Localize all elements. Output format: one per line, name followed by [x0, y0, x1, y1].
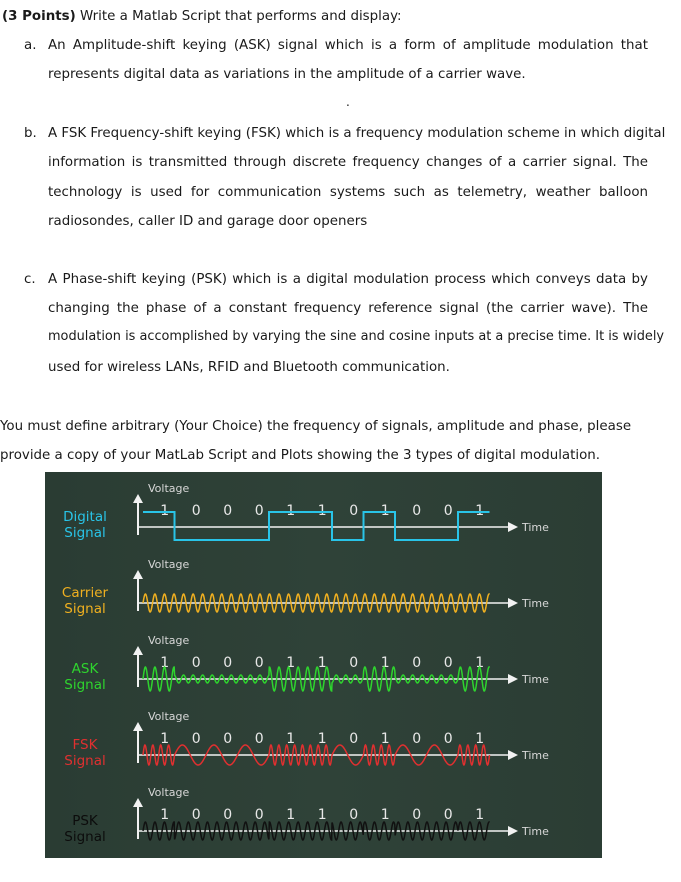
item-b-marker: b.: [24, 126, 37, 141]
points-label: (3 Points): [2, 9, 76, 24]
x-axis-arrow-digital: [508, 522, 518, 532]
signal-label-carrier-1: Carrier: [61, 585, 109, 601]
bit-label-ask-9: 0: [443, 655, 453, 671]
bit-label-psk-10: 1: [475, 807, 485, 823]
instructions-line-2: provide a copy of your MatLab Script and Plots showing the 3 types of digital modulation.: [0, 448, 601, 463]
item-a-marker: a.: [24, 38, 37, 53]
y-axis-arrow-ask: [133, 646, 143, 655]
bit-label-psk-6: 0: [349, 807, 359, 823]
modulation-figure: [45, 472, 602, 858]
bit-label-digital-5: 1: [317, 503, 327, 519]
bit-label-ask-4: 1: [286, 655, 296, 671]
bit-label-psk-2: 0: [223, 807, 233, 823]
bit-label-digital-1: 0: [191, 503, 201, 519]
time-label-carrier: Time: [522, 597, 549, 610]
item-c-line-2: changing the phase of a constant frequency reference signal (the carrier wave). The: [48, 301, 648, 316]
x-axis-arrow-carrier: [508, 598, 518, 608]
bit-label-ask-3: 0: [254, 655, 264, 671]
bit-label-ask-2: 0: [223, 655, 233, 671]
y-axis-arrow-carrier: [133, 570, 143, 579]
bit-label-digital-2: 0: [223, 503, 233, 519]
time-label-fsk: Time: [522, 749, 549, 762]
bit-label-ask-10: 1: [475, 655, 485, 671]
y-axis-arrow-digital: [133, 494, 143, 503]
bit-label-ask-6: 0: [349, 655, 359, 671]
bit-label-fsk-2: 0: [223, 731, 233, 747]
bit-label-psk-3: 0: [254, 807, 264, 823]
item-b-line-3: technology is used for communication systems such as telemetry, weather balloon: [48, 185, 648, 200]
item-a-line-1: An Amplitude-shift keying (ASK) signal which is a form of amplitude modulation that: [48, 38, 648, 53]
x-axis-arrow-psk: [508, 826, 518, 836]
voltage-label-psk: Voltage: [148, 786, 190, 799]
voltage-label-carrier: Voltage: [148, 558, 190, 571]
bit-label-digital-8: 0: [412, 503, 422, 519]
bit-label-ask-0: 1: [160, 655, 170, 671]
bit-label-fsk-7: 1: [380, 731, 390, 747]
bit-label-digital-10: 1: [475, 503, 485, 519]
bit-label-fsk-9: 0: [443, 731, 453, 747]
voltage-label-ask: Voltage: [148, 634, 190, 647]
bit-label-digital-0: 1: [160, 503, 170, 519]
signal-label-fsk-2: Signal: [64, 753, 106, 769]
signal-label-digital-2: Signal: [64, 525, 106, 541]
bit-label-psk-5: 1: [317, 807, 327, 823]
item-c-line-1: A Phase-shift keying (PSK) which is a digital modulation process which conveys data by: [48, 272, 648, 287]
x-axis-arrow-fsk: [508, 750, 518, 760]
bit-label-psk-9: 0: [443, 807, 453, 823]
item-b-line-4: radiosondes, caller ID and garage door openers: [48, 214, 368, 229]
stray-dot: .: [346, 95, 350, 109]
bit-label-digital-3: 0: [254, 503, 264, 519]
signal-label-ask-2: Signal: [64, 677, 106, 693]
item-a-line-2: represents digital data as variations in the amplitude of a carrier wave.: [48, 67, 526, 82]
signal-label-ask-1: ASK: [71, 661, 99, 677]
bit-label-fsk-8: 0: [412, 731, 422, 747]
bit-label-fsk-4: 1: [286, 731, 296, 747]
question-header: [2, 10, 402, 23]
bit-label-fsk-0: 1: [160, 731, 170, 747]
bit-label-psk-1: 0: [191, 807, 201, 823]
bit-label-digital-4: 1: [286, 503, 296, 519]
bit-label-digital-7: 1: [380, 503, 390, 519]
signal-label-carrier-2: Signal: [64, 601, 106, 617]
bit-label-fsk-3: 0: [254, 731, 264, 747]
time-label-ask: Time: [522, 673, 549, 686]
time-label-digital: Time: [522, 521, 549, 534]
bit-label-psk-4: 1: [286, 807, 296, 823]
item-b-line-2: information is transmitted through discrete frequency changes of a carrier signal. The: [48, 155, 648, 170]
voltage-label-digital: Voltage: [148, 482, 190, 495]
bit-label-fsk-1: 0: [191, 731, 201, 747]
item-c-marker: c.: [24, 272, 36, 287]
bit-label-psk-8: 0: [412, 807, 422, 823]
bit-label-psk-0: 1: [160, 807, 170, 823]
bit-label-ask-1: 0: [191, 655, 201, 671]
item-c-line-4: used for wireless LANs, RFID and Bluetooth communication.: [48, 360, 450, 375]
item-b-line-1: A FSK Frequency-shift keying (FSK) which is a frequency modulation scheme in which digital: [48, 126, 666, 141]
instructions-line-1: You must define arbitrary (Your Choice) the frequency of signals, amplitude and phase, please: [0, 419, 632, 434]
modulation-diagram: [45, 472, 602, 858]
bit-label-ask-7: 1: [380, 655, 390, 671]
bit-label-fsk-6: 0: [349, 731, 359, 747]
y-axis-arrow-psk: [133, 798, 143, 807]
signal-label-fsk-1: FSK: [72, 737, 98, 753]
bit-label-fsk-10: 1: [475, 731, 485, 747]
signal-label-psk-2: Signal: [64, 829, 106, 845]
bit-label-digital-9: 0: [443, 503, 453, 519]
bit-label-digital-6: 0: [349, 503, 359, 519]
voltage-label-fsk: Voltage: [148, 710, 190, 723]
time-label-psk: Time: [522, 825, 549, 838]
signal-label-digital-1: Digital: [63, 509, 107, 525]
item-c-line-3: modulation is accomplished by varying the sine and cosine inputs at a precise time. It is widely: [48, 329, 665, 344]
bit-label-psk-7: 1: [380, 807, 390, 823]
bit-label-ask-5: 1: [317, 655, 327, 671]
bit-label-ask-8: 0: [412, 655, 422, 671]
y-axis-arrow-fsk: [133, 722, 143, 731]
signal-label-psk-1: PSK: [72, 813, 98, 829]
question-prompt: Write a Matlab Script that performs and display:: [80, 9, 402, 24]
x-axis-arrow-ask: [508, 674, 518, 684]
bit-label-fsk-5: 1: [317, 731, 327, 747]
